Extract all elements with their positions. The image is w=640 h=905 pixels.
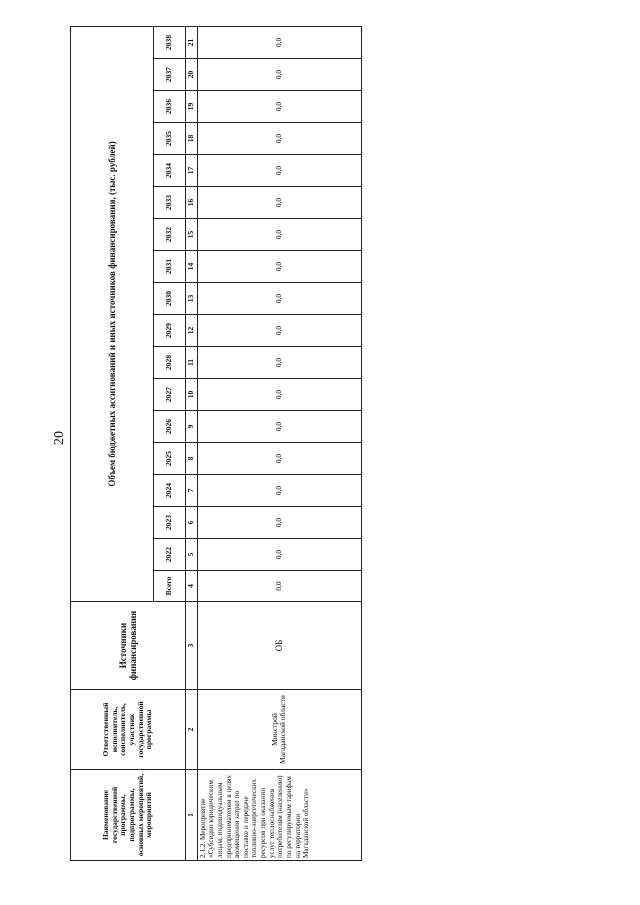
column-number: 16: [186, 187, 198, 219]
column-number: 3: [186, 602, 198, 690]
rotated-table-area: [70, 26, 640, 858]
column-number: 4: [186, 571, 198, 602]
header-year: 2022: [154, 539, 186, 571]
row-program-name: 2.1.2. Мероприятие «Субсидии юридическим лицам, индивидуальным предпринимателям в целях возмещения затрат по поставке и передаче топливно-энергетических ресурсов при оказании услуг теплоснабжения потребителям (населению) по регулируемым тарифам на территории Магаданской области»: [197, 770, 361, 861]
header-year: 2029: [154, 315, 186, 347]
row-value: 0,0: [197, 155, 361, 187]
row-value: 0,0: [197, 443, 361, 475]
row-value: 0,0: [197, 123, 361, 155]
header-year: 2033: [154, 187, 186, 219]
header-year: 2028: [154, 347, 186, 379]
header-year: 2024: [154, 475, 186, 507]
column-number: 1: [186, 770, 198, 861]
row-value: 0,0: [197, 219, 361, 251]
column-number: 10: [186, 379, 198, 411]
row-value: 0,0: [197, 187, 361, 219]
header-funding-volume: Объем бюджетных ассигнований и иных источников финансирования, (тыс. рублей): [71, 26, 154, 601]
row-value: 0,0: [197, 59, 361, 91]
header-year: 2023: [154, 507, 186, 539]
header-year: 2036: [154, 91, 186, 123]
financing-table: [70, 26, 362, 861]
column-number: 12: [186, 315, 198, 347]
row-value: 0,0: [197, 475, 361, 507]
header-funding-source: Источники финансирования: [71, 602, 186, 690]
column-number: 20: [186, 59, 198, 91]
header-year: 2027: [154, 379, 186, 411]
header-year: 2032: [154, 219, 186, 251]
header-year: 2030: [154, 283, 186, 315]
header-year: 2026: [154, 411, 186, 443]
column-number: 19: [186, 91, 198, 123]
column-number: 2: [186, 690, 198, 770]
column-number: 5: [186, 539, 198, 571]
row-value: 0,0: [197, 411, 361, 443]
column-number: 13: [186, 283, 198, 315]
column-number: 17: [186, 155, 198, 187]
header-year: 2034: [154, 155, 186, 187]
column-number: 6: [186, 507, 198, 539]
column-number: 8: [186, 443, 198, 475]
column-number: 7: [186, 475, 198, 507]
column-number: 15: [186, 219, 198, 251]
header-program-name: Наименование государственной программы, подпрограммы, основных мероприятий, мероприятий: [71, 770, 186, 861]
column-number: 21: [186, 26, 198, 58]
column-number: 14: [186, 251, 198, 283]
header-year: 2035: [154, 123, 186, 155]
header-year: 2038: [154, 26, 186, 58]
column-number: 11: [186, 347, 198, 379]
row-value: 0,0: [197, 26, 361, 58]
row-value: 0,0: [197, 379, 361, 411]
header-year: 2031: [154, 251, 186, 283]
row-value: 0,0: [197, 251, 361, 283]
header-year: 2037: [154, 59, 186, 91]
row-value: 0,0: [197, 315, 361, 347]
row-value: 0,0: [197, 507, 361, 539]
page-number: 20: [52, 431, 67, 445]
row-funding-source: ОБ: [197, 602, 361, 690]
column-number: 18: [186, 123, 198, 155]
row-value: 0,0: [197, 347, 361, 379]
row-value: 0,0: [197, 91, 361, 123]
row-executor: Минстрой Магаданской области: [197, 690, 361, 770]
row-value-total: 0,0: [197, 571, 361, 602]
row-value: 0,0: [197, 539, 361, 571]
header-year: 2025: [154, 443, 186, 475]
column-number: 9: [186, 411, 198, 443]
header-executor: Ответственный исполнитель, соисполнитель, участник государственной программы: [71, 690, 186, 770]
header-total: Всего: [154, 571, 186, 602]
row-value: 0,0: [197, 283, 361, 315]
